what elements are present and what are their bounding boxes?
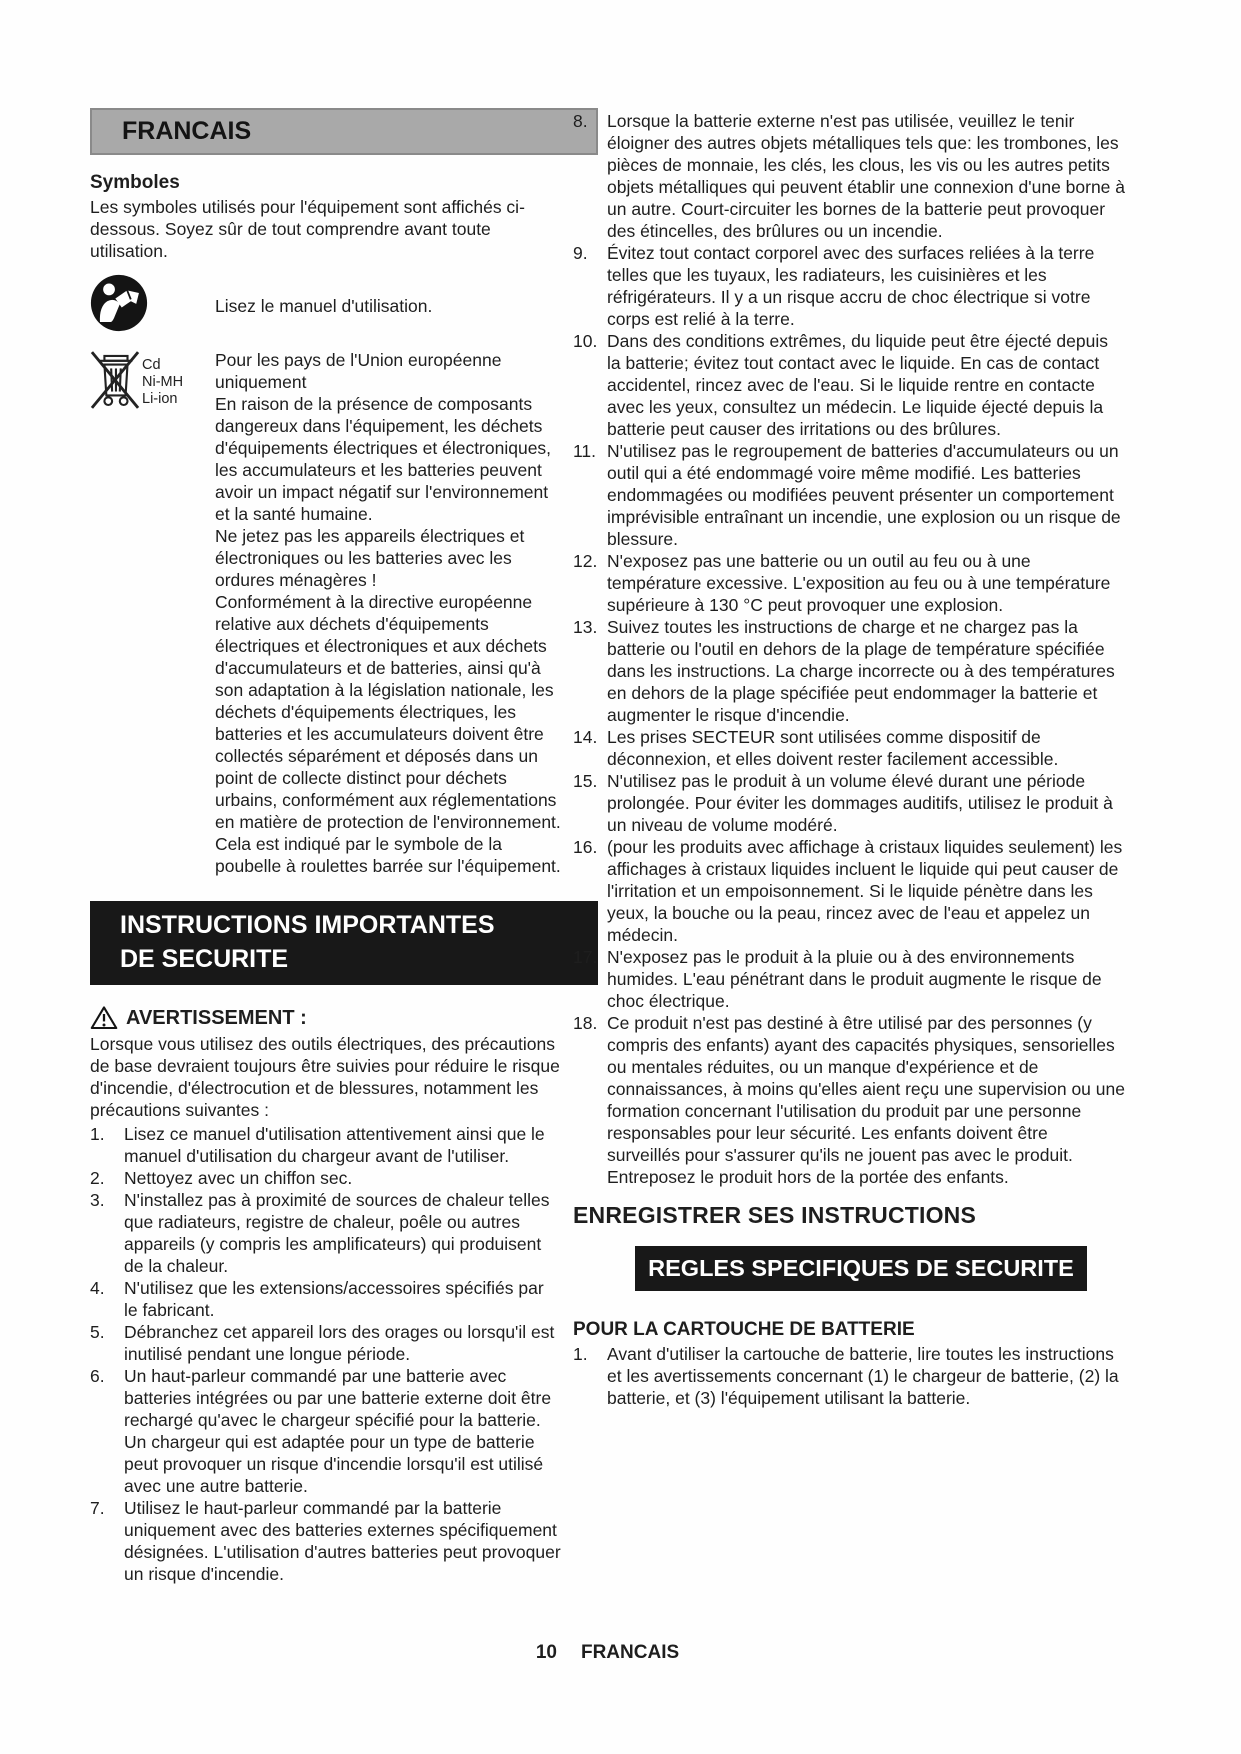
list-item-text: Ce produit n'est pas destiné à être utilisé par des personnes (y compris des enfants) ayant des capacités physiques, sensorielles ou mentales réduites, ou un manque d'expérience et de connaissances, à moins qu'elles aient reçu une supervision ou une formation concernant l'utilisation du produit par une personne responsables pour leur sécurité. Les enfants doivent être surveillés pour s'assurer qu'ils ne jouent pas avec le produit. Entreposez le produit hors de la portée des enfants. <box>607 1013 1125 1187</box>
list-item-text: Un haut-parleur commandé par une batterie avec batteries intégrées ou par une batterie externe doit être rechargé qu'avec le chargeur spécifié pour la batterie. Un chargeur qui est adaptée pour un type de batterie peut provoquer un risque d'incendie lorsqu'il est utilisé avec une autre batterie. <box>124 1366 552 1496</box>
list-item-number: 9. <box>573 243 588 263</box>
list-item <box>573 1012 1125 1188</box>
list-item-number: 14. <box>573 727 598 747</box>
chem-label-cd: Cd <box>142 357 161 373</box>
list-item-number: 13. <box>573 617 598 637</box>
list-item <box>573 330 1125 440</box>
warning-heading <box>90 1005 562 1030</box>
list-item-number: 7. <box>90 1498 105 1518</box>
weee-paragraph: En raison de la présence de composants dangereux dans l'équipement, les déchets d'équipements électriques et électroniques, les accumulateurs et les batteries peuvent avoir un impact négatif sur l'environnement et la santé humaine. <box>215 394 552 524</box>
list-item <box>90 1277 562 1321</box>
list-item-text: N'utilisez que les extensions/accessoires spécifiés par le fabricant. <box>124 1278 544 1320</box>
read-manual-icon <box>90 274 148 332</box>
symbol-caption-weee <box>215 349 562 877</box>
list-item-text: N'utilisez pas le produit à un volume élevé durant une période prolongée. Pour éviter les dommages auditifs, utilisez le produit à un niveau de volume modéré. <box>607 771 1113 835</box>
list-item-number: 18. <box>573 1013 598 1033</box>
battery-cartridge-heading: POUR LA CARTOUCHE DE BATTERIE <box>573 1319 915 1340</box>
chemistry-labels <box>142 357 183 408</box>
list-item-number: 1. <box>90 1124 105 1144</box>
specific-rules-header-bar: REGLES SPECIFIQUES DE SECURITE <box>635 1246 1087 1291</box>
list-item-number: 16. <box>573 837 598 857</box>
list-item-text: Évitez tout contact corporel avec des surfaces reliées à la terre telles que les tuyaux, les radiateurs, les cuisinières et les réfrigérateurs. Il y a un risque accru de choc électrique si votre corps est relié à la terre. <box>607 243 1095 329</box>
list-item-text: Dans des conditions extrêmes, du liquide peut être éjecté depuis la batterie; évitez tout contact avec le liquide. En cas de contact accidentel, rincez avec de l'eau. Si le liquide rentre en contacte avec les yeux, consultez un médecin. Le liquide éjecté depuis la batterie peut causer des irritations ou des brûlures. <box>607 331 1108 439</box>
page-footer <box>90 1642 1125 1664</box>
symbol-caption-manual: Lisez le manuel d'utilisation. <box>215 295 433 316</box>
language-header-bar: FRANCAIS <box>90 108 598 155</box>
list-item-text: Les prises SECTEUR sont utilisées comme dispositif de déconnexion, et elles doivent rester facilement accessible. <box>607 727 1059 769</box>
weee-paragraph: Cela est indiqué par le symbole de la poubelle à roulettes barrée sur l'équipement. <box>215 834 561 876</box>
chem-label-nimh: Ni-MH <box>142 374 184 390</box>
list-item <box>573 440 1125 550</box>
chem-label-liion: Li-ion <box>142 391 178 407</box>
list-item-text: N'exposez pas une batterie ou un outil au feu ou à une température excessive. L'exposition au feu ou à une température supérieure à 130 °C peut provoquer une explosion. <box>607 551 1111 615</box>
list-item-text: N'utilisez pas le regroupement de batteries d'accumulateurs ou un outil qui a été endommagé voire même modifié. Les batteries endommagées ou modifiées peuvent présenter un comportement imprévisible entraînant un incendie, une explosion ou un risque de blessure. <box>607 441 1121 549</box>
list-item <box>573 616 1125 726</box>
symbols-intro: Les symboles utilisés pour l'équipement sont affichés ci-dessous. Soyez sûr de tout comprendre avant toute utilisation. <box>90 197 525 261</box>
list-item <box>573 110 1125 242</box>
list-item-text: Débranchez cet appareil lors des orages ou lorsqu'il est inutilisé pendant une longue période. <box>124 1322 555 1364</box>
warning-intro: Lorsque vous utilisez des outils électriques, des précautions de base devraient toujours être suivies pour réduire le risque d'incendie, d'électrocution et de blessures, notamment les précautions suivantes : <box>90 1034 560 1120</box>
list-item-number: 5. <box>90 1322 105 1342</box>
list-item-text: Avant d'utiliser la cartouche de batterie, lire toutes les instructions et les avertissements concernant (1) le chargeur de batterie, (2) la batterie, et (3) l'équipement utilisant la batterie. <box>607 1344 1119 1408</box>
list-item-number: 4. <box>90 1278 105 1298</box>
list-item-number: 1. <box>573 1344 588 1364</box>
list-item <box>90 1365 562 1497</box>
list-item-text: N'installez pas à proximité de sources de chaleur telles que radiateurs, registre de chaleur, poêle ou autres appareils (y compris les amplificateurs) qui produisent de la chaleur. <box>124 1190 550 1276</box>
list-item <box>573 550 1125 616</box>
list-item-number: 3. <box>90 1190 105 1210</box>
header-line-1: INSTRUCTIONS IMPORTANTES <box>120 911 495 939</box>
list-item-number: 15. <box>573 771 598 791</box>
important-instructions-header-bar <box>90 901 598 985</box>
weee-paragraph: Conformément à la directive européenne relative aux déchets d'équipements électriques et électroniques et aux déchets d'accumulateurs et de batteries, ainsi qu'à son adaptation à la législation nationale, les déchets d'équipements électriques, les batteries et les accumulateurs doivent être collectés séparément et déposés dans un point de collecte distinct pour déchets urbains, conformément aux réglementations en matière de protection de l'environnement. <box>215 592 561 832</box>
list-item-number: 6. <box>90 1366 105 1386</box>
list-item-text: N'exposez pas le produit à la pluie ou à des environnements humides. L'eau pénétrant dans le produit augmente le risque de choc électrique. <box>607 947 1102 1011</box>
list-item-number: 2. <box>90 1168 105 1188</box>
list-item-number: 17. <box>573 947 598 967</box>
list-item <box>90 1123 562 1167</box>
weee-paragraph: Ne jetez pas les appareils électriques et électroniques ou les batteries avec les ordures ménagères ! <box>215 526 525 590</box>
symbol-row-manual <box>90 274 562 337</box>
weee-paragraph: Pour les pays de l'Union européenne uniquement <box>215 350 502 392</box>
list-item-text: (pour les produits avec affichage à cristaux liquides seulement) les affichages à cristaux liquides incluent le liquide qui peut causer de l'irritation et un empoisonnement. Si le liquide pénètre dans les yeux, la bouche ou la peau, rincez avec de l'eau et appelez un médecin. <box>607 837 1123 945</box>
list-item <box>573 836 1125 946</box>
list-item-text: Lisez ce manuel d'utilisation attentivement ainsi que le manuel d'utilisation du chargeur avant de l'utiliser. <box>124 1124 545 1166</box>
list-item-number: 10. <box>573 331 598 351</box>
warning-label: AVERTISSEMENT : <box>126 1006 307 1029</box>
header-line-2: DE SECURITE <box>120 945 289 973</box>
list-item <box>90 1189 562 1277</box>
list-item <box>573 726 1125 770</box>
safety-list-8-18 <box>573 110 1125 1188</box>
cartridge-list <box>573 1343 1125 1409</box>
list-item-text: Lorsque la batterie externe n'est pas utilisée, veuillez le tenir éloigner des autres objets métalliques tels que: les trombones, les pièces de monnaie, les clés, les clous, les vis ou les autres petits objets métalliques qui peuvent établir une connexion d'une borne à un autre. Court-circuiter les bornes de la batterie peut provoquer des étincelles, des brûlures ou un incendie. <box>607 111 1126 241</box>
left-column <box>90 108 562 1585</box>
page-number: 10 <box>535 1642 557 1663</box>
list-item <box>90 1167 562 1189</box>
save-instructions-heading: ENREGISTRER SES INSTRUCTIONS <box>573 1202 977 1228</box>
list-item <box>573 770 1125 836</box>
list-item <box>90 1321 562 1365</box>
list-item-number: 12. <box>573 551 598 571</box>
right-column <box>573 108 1125 1409</box>
list-item-text: Utilisez le haut-parleur commandé par la batterie uniquement avec des batteries externes spécifiquement désignées. L'utilisation d'autres batteries peut provoquer un risque d'incendie. <box>124 1498 561 1584</box>
warning-triangle-icon <box>90 1005 118 1030</box>
list-item <box>573 946 1125 1012</box>
safety-list-1-7 <box>90 1123 562 1585</box>
list-item-number: 11. <box>573 441 597 461</box>
footer-language: FRANCAIS <box>580 1642 680 1663</box>
list-item-text: Nettoyez avec un chiffon sec. <box>124 1168 353 1188</box>
list-item <box>90 1497 562 1585</box>
symbols-heading: Symboles <box>90 172 180 193</box>
weee-crossed-bin-icon <box>90 349 140 411</box>
list-item-text: Suivez toutes les instructions de charge et ne chargez pas la batterie ou l'outil en dehors de la plage de température spécifiée dans les instructions. La charge incorrecte ou à des températures en dehors de la plage spécifiée peut endommager la batterie et augmenter le risque d'incendie. <box>607 617 1115 725</box>
symbol-row-weee <box>90 349 562 877</box>
list-item <box>573 1343 1125 1409</box>
list-item-number: 8. <box>573 111 588 131</box>
list-item <box>573 242 1125 330</box>
